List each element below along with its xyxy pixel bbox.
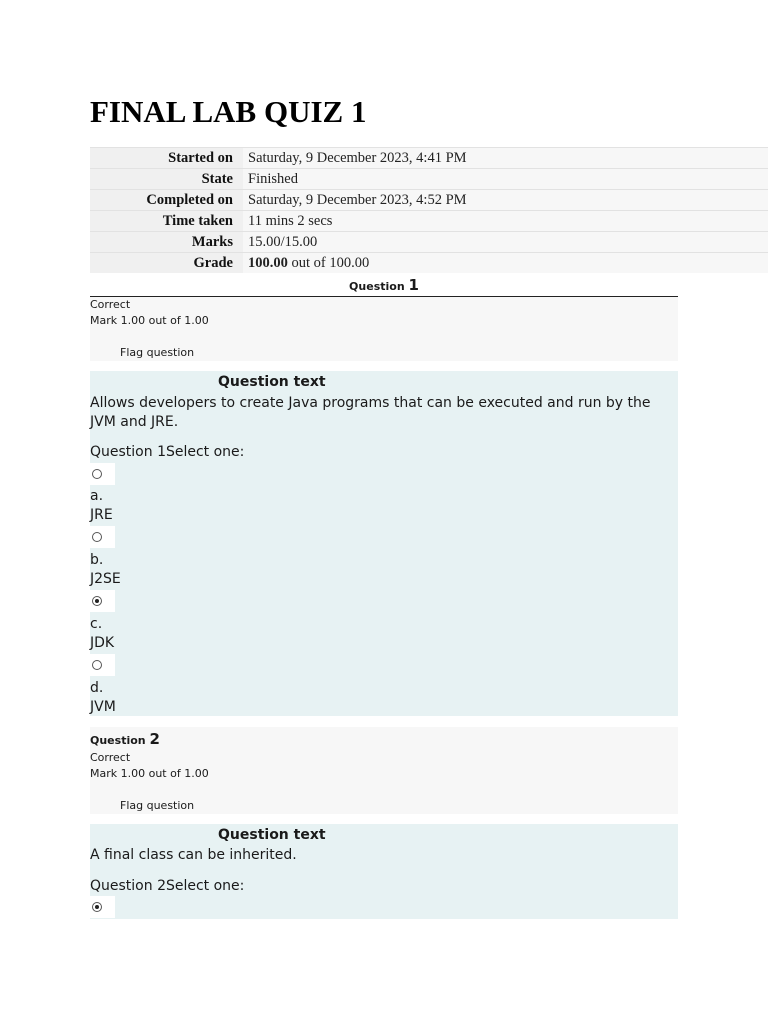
summary-label: Time taken: [90, 211, 243, 232]
question-text: Allows developers to create Java programs that can be executed and run by the JVM and JRE.: [90, 395, 651, 430]
radio-icon: [92, 660, 102, 670]
grade-out-of: out of 100.00: [287, 254, 370, 271]
summary-label: Completed on: [90, 190, 243, 211]
option-a-radio[interactable]: [90, 463, 115, 485]
question-text-heading: Question text: [218, 374, 326, 390]
attempt-summary-table: [90, 147, 768, 273]
summary-label: Grade: [90, 253, 243, 274]
question-status: Correct: [90, 298, 131, 311]
question-2-content: [90, 824, 678, 919]
summary-row-state: [90, 169, 768, 190]
question-text-heading: Question text: [218, 827, 326, 843]
option-b-text: J2SE: [90, 571, 121, 587]
summary-row-grade: [90, 253, 768, 274]
question-number: 2: [149, 730, 160, 748]
option-a-text: JRE: [90, 507, 113, 523]
question-prefix: Question: [349, 280, 405, 293]
option-b-radio[interactable]: [90, 526, 115, 548]
summary-row-time-taken: [90, 211, 768, 232]
question-1-info: [90, 297, 678, 361]
summary-value: [243, 253, 768, 274]
summary-label: Marks: [90, 232, 243, 253]
radio-checked-icon: [92, 902, 102, 912]
flag-question-link[interactable]: Flag question: [120, 799, 195, 812]
question-mark: Mark 1.00 out of 1.00: [90, 314, 209, 327]
option-c-letter: c.: [90, 616, 103, 632]
summary-value: 15.00/15.00: [243, 232, 768, 253]
option-d-radio[interactable]: [90, 654, 115, 676]
question-mark: Mark 1.00 out of 1.00: [90, 767, 209, 780]
question-2-info: [90, 727, 678, 814]
summary-value: Saturday, 9 December 2023, 4:52 PM: [243, 190, 768, 211]
question-1-heading: [90, 276, 678, 294]
summary-value: Finished: [243, 169, 768, 190]
option-a-letter: a.: [90, 488, 104, 504]
select-one-label: Question 1Select one:: [90, 444, 245, 460]
question-status: Correct: [90, 751, 131, 764]
question-2-heading: [90, 730, 160, 748]
summary-value: 11 mins 2 secs: [243, 211, 768, 232]
radio-icon: [92, 469, 102, 479]
select-one-label: Question 2Select one:: [90, 878, 245, 894]
option-d-letter: d.: [90, 680, 104, 696]
summary-row-marks: [90, 232, 768, 253]
option-b-letter: b.: [90, 552, 104, 568]
question-prefix: Question: [90, 734, 146, 747]
question-number: 1: [408, 276, 419, 294]
summary-row-completed: [90, 190, 768, 211]
summary-value: Saturday, 9 December 2023, 4:41 PM: [243, 148, 768, 169]
option-c-radio[interactable]: [90, 590, 115, 612]
summary-label: State: [90, 169, 243, 190]
radio-checked-icon: [92, 596, 102, 606]
question-text: A final class can be inherited.: [90, 847, 297, 863]
grade-value: 100.00: [248, 254, 288, 271]
option-c-text: JDK: [90, 635, 115, 651]
radio-icon: [92, 532, 102, 542]
summary-label: Started on: [90, 148, 243, 169]
question-1-content: [90, 371, 678, 716]
summary-row-started: [90, 148, 768, 169]
page-title: FINAL LAB QUIZ 1: [90, 94, 367, 129]
option-d-text: JVM: [90, 699, 116, 715]
flag-question-link[interactable]: Flag question: [120, 346, 195, 359]
option-radio[interactable]: [90, 896, 115, 918]
